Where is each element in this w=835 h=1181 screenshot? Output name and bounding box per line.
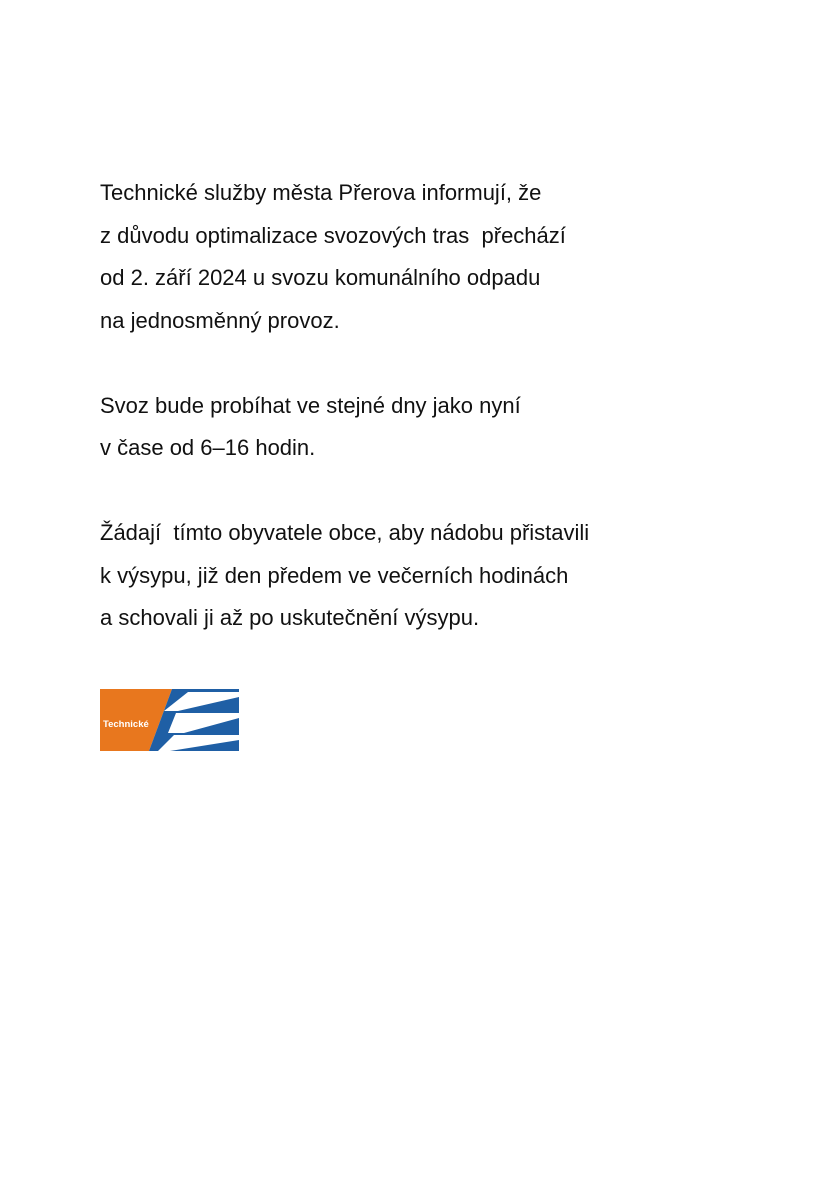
text-line: z důvodu optimalizace svozových tras přechází	[100, 222, 566, 248]
text-line: Svoz bude probíhat ve stejné dny jako nyní	[100, 392, 521, 418]
text-line: k výsypu, již den předem ve večerních hodinách	[100, 562, 569, 588]
logo-text-line: Technické	[103, 719, 149, 730]
text-line: Technické služby města Přerova informují, že	[100, 180, 542, 205]
text-line: na jednosměnný provoz.	[100, 307, 340, 333]
paragraph-3	[100, 512, 800, 640]
logo-text	[103, 691, 149, 880]
text-line: v čase od 6–16 hodin.	[100, 435, 316, 460]
notice-text	[100, 172, 800, 640]
text-line: Žádají tímto obyvatele obce, aby nádobu přistavili	[100, 520, 590, 545]
paragraph-spacer	[100, 470, 800, 513]
logo-text-line: služby	[103, 759, 133, 771]
paragraph-1	[100, 172, 800, 342]
logo-text-line: města	[103, 800, 131, 811]
company-logo	[100, 689, 239, 852]
paragraph-spacer	[100, 342, 800, 385]
paragraph-2	[100, 385, 800, 470]
logo-text-line: Přerova	[103, 840, 139, 852]
text-line: od 2. září 2024 u svozu komunálního odpadu	[100, 265, 541, 290]
text-line: a schovali ji až po uskutečnění výsypu.	[100, 605, 480, 630]
